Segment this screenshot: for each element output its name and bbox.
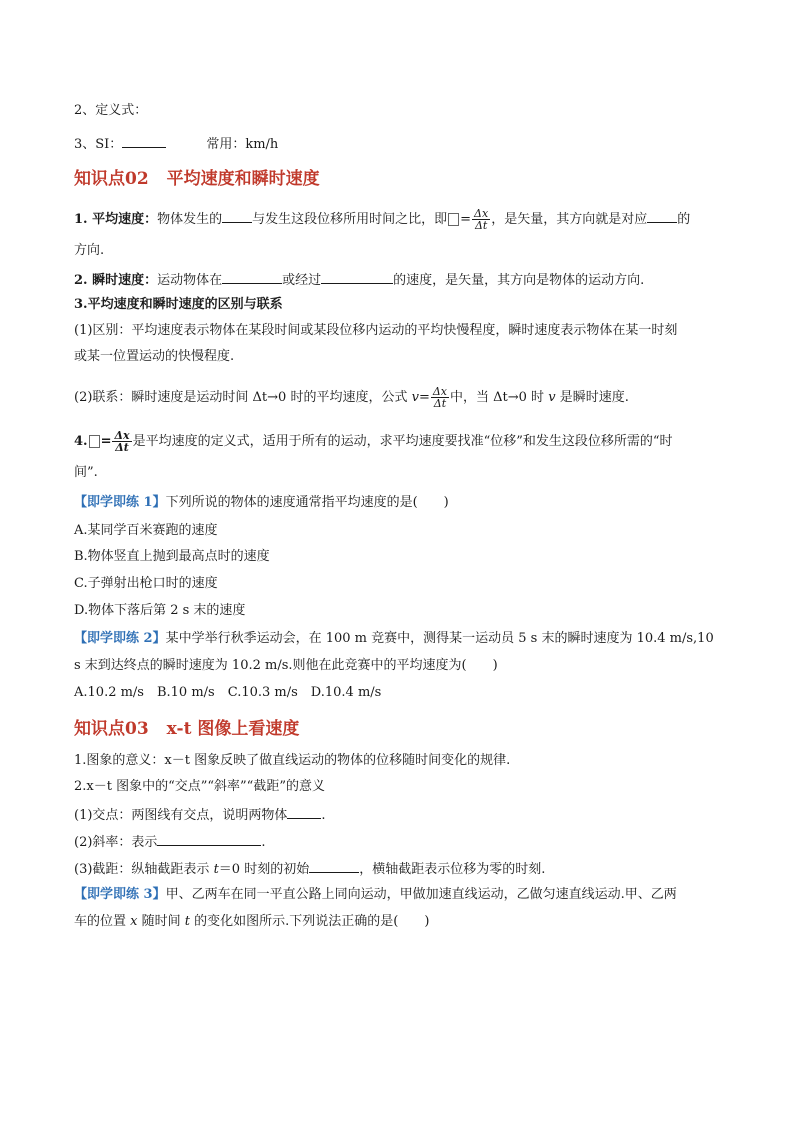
avg-velocity-line: 1. 平均速度：物体发生的 与发生这段位移所用时间之比，即 = $\frac{\Delta x}{\Delta t}$ ，是矢量，其方向就是对应 的 [74,207,691,232]
exercise-3-question: 【即学即练 3】甲、乙两车在同一平直公路上同向运动，甲做加速直线运动，乙做匀速直线运动.甲、乙两 [74,887,677,902]
difference-line-1: (1)区别：平均速度表示物体在某段时间或某段位移内运动的平均快慢程度，瞬时速度表示物体在某一时刻 [74,323,678,338]
blank [287,805,321,819]
intercept-line: (3)截距：纵轴截距表示 t＝0 时刻的初始 ，横轴截距表示位移为零的时刻. [74,859,545,879]
exercise-3-question-2: 车的位置 x 随时间 t 的变化如图所示.下列说法正确的是( ) [74,914,430,929]
blank [309,859,359,873]
v-placeholder-icon [448,213,459,226]
blank [122,134,166,148]
exercise-1-option-b: B.物体竖直上抛到最高点时的速度 [74,549,270,564]
relation-line: (2)联系：瞬时速度是运动时间 Δt→0 时的平均速度，公式 v= $\frac{\Delta x}{\Delta t}$ 中，当 Δt→0 时 v 是瞬时速度. [74,385,629,410]
exercise-2-question: 【即学即练 2】某中学举行秋季运动会，在 100 m 竞赛中，测得某一运动员 5 s 末的瞬时速度为 10.4 m/s,10 [74,631,714,646]
section-heading-02: 知识点02 平均速度和瞬时速度 [74,169,320,189]
fraction-dx-dt: $\frac{\Delta x}{\Delta t}$ [474,207,489,232]
exercise-2-options: A.10.2 m/s B.10 m/s C.10.3 m/s D.10.4 m/s [74,685,382,700]
xt-meaning-line: 1.图象的意义：x－t 图象反映了做直线运动的物体的位移随时间变化的规律. [74,753,511,768]
definition-formula-line: 2、定义式： [74,103,148,118]
intersection-line: (1)交点：两图线有交点，说明两物体 . [74,805,326,825]
v-placeholder-icon [89,435,100,448]
exercise-2-question-2: s 末到达终点的瞬时速度为 10.2 m/s.则他在此竞赛中的平均速度为( ) [74,658,498,673]
avg-velocity-line-2: 方向. [74,243,105,258]
exercise-1-question: 【即学即练 1】下列所说的物体的速度通常指平均速度的是( ) [74,495,449,510]
slope-line: (2)斜率：表示 . [74,832,266,852]
diff-relation-heading: 3.平均速度和瞬时速度的区别与联系 [74,297,283,312]
blank [222,209,252,223]
exercise-1-option-d: D.物体下落后第 2 s 末的速度 [74,603,246,618]
section-heading-03: 知识点03 x-t 图像上看速度 [74,719,300,739]
exercise-1-option-a: A.某同学百米赛跑的速度 [74,523,218,538]
definition-note-line: 4. = $\frac{\Delta x}{\Delta t}$ 是平均速度的定义式，适用于所有的运动，求平均速度要找准“位移”和发生这段位移所需的“时 [74,429,673,454]
blank [647,209,677,223]
blank [222,270,282,284]
exercise-1-option-c: C.子弹射出枪口时的速度 [74,576,218,591]
blank [157,832,261,846]
blank [321,270,393,284]
difference-line-2: 或某一位置运动的快慢程度. [74,349,235,364]
xt-features-line: 2.x－t 图象中的“交点”“斜率”“截距”的意义 [74,779,325,794]
fraction-dx-dt: $\frac{\Delta x}{\Delta t}$ [432,385,448,410]
si-unit-line: 3、SI： 常用：km/h [74,134,278,154]
definition-note-line-2: 间”. [74,465,98,480]
fraction-dx-dt: $\frac{\Delta x}{\Delta t}$ [114,429,130,454]
inst-velocity-line: 2. 瞬时速度：运动物体在 或经过 的速度，是矢量，其方向是物体的运动方向. [74,270,644,290]
